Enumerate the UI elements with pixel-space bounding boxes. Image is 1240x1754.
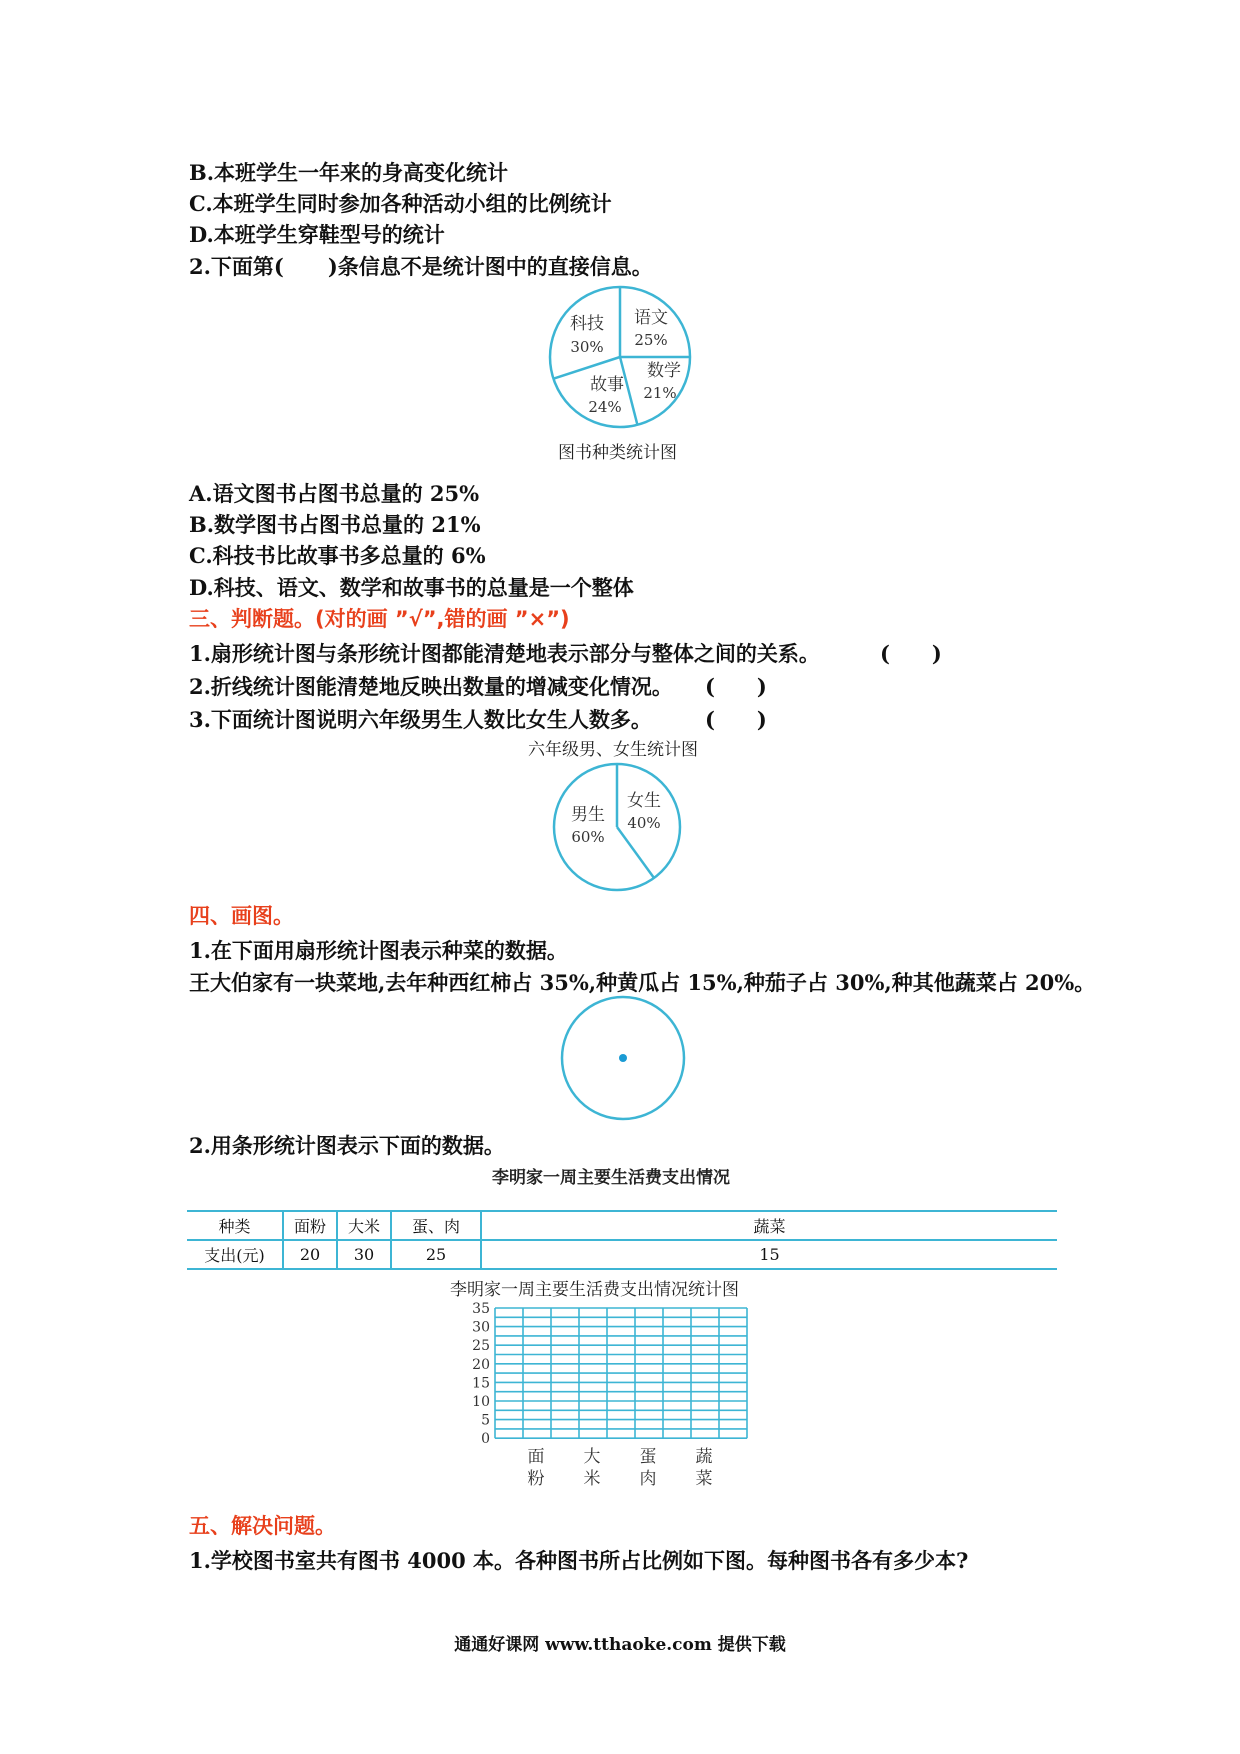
pie-label-keji: 科技	[570, 314, 604, 334]
pie-chart-caption: 图书种类统计图	[558, 443, 677, 463]
x-category-label: 面	[527, 1447, 545, 1468]
blank-pie-circle[interactable]	[558, 995, 688, 1125]
expense-table	[187, 1210, 1057, 1270]
gender-pie-chart	[550, 760, 684, 894]
pie-label-girls: 女生	[627, 791, 661, 811]
table-header-cell: 面粉	[283, 1211, 337, 1240]
x-category-label: 蔬	[695, 1447, 713, 1468]
y-tick-label: 25	[472, 1338, 490, 1355]
table-header-cell: 蛋、肉	[391, 1211, 481, 1240]
center-dot	[619, 1054, 627, 1062]
table-cell: 15	[481, 1240, 1057, 1269]
pie-label-yuwen: 语文	[634, 308, 668, 328]
table-cell: 30	[337, 1240, 391, 1269]
table-header-cell: 大米	[337, 1211, 391, 1240]
pie-value-yuwen: 25%	[634, 331, 668, 349]
y-tick-label: 35	[472, 1301, 490, 1317]
x-category-label: 肉	[639, 1469, 657, 1490]
section-5-heading: 五、解决问题。	[189, 1514, 336, 1538]
pie-sector-boundary	[617, 827, 654, 878]
q2-option-c: C.科技书比故事书多总量的 6%	[189, 543, 486, 568]
x-category-label: 蛋	[639, 1447, 657, 1468]
pie-label-gushi: 故事	[590, 375, 624, 395]
table-cell: 支出(元)	[204, 1246, 265, 1265]
judgement-1	[189, 638, 820, 668]
x-category-label: 粉	[527, 1469, 545, 1490]
pie-value-boys: 60%	[571, 828, 605, 846]
footer: 通通好课网 www.tthaoke.com 提供下载	[454, 1635, 786, 1655]
y-tick-label: 0	[481, 1431, 490, 1448]
y-tick-label: 30	[472, 1319, 490, 1336]
judgement-1-text: 1.扇形统计图与条形统计图都能清楚地表示部分与整体之间的关系。	[189, 641, 820, 666]
table-header-cell: 种类	[218, 1217, 251, 1236]
draw-question-1-text: 王大伯家有一块菜地,去年种西红柿占 35%,种黄瓜占 15%,种茄子占 30%,种其他蔬菜占 20%。	[189, 970, 1096, 995]
judgement-3	[189, 704, 652, 734]
q2-option-a: A.语文图书占图书总量的 25%	[189, 481, 480, 506]
table-header-row	[187, 1211, 1057, 1240]
y-tick-label: 15	[472, 1375, 490, 1392]
section-3-heading: 三、判断题。(对的画 ”√”,错的画 ”×”)	[189, 607, 570, 631]
table-header-cell: 蔬菜	[481, 1211, 1057, 1240]
x-category-label: 大	[583, 1447, 601, 1468]
y-tick-label: 5	[481, 1412, 490, 1429]
q1-option-b: B.本班学生一年来的身高变化统计	[189, 160, 509, 185]
question-2-suffix: )条信息不是统计图中的直接信息。	[327, 254, 653, 279]
judgement-1-paren[interactable]: ( )	[880, 641, 942, 666]
x-category-label: 菜	[695, 1469, 713, 1490]
table-row	[187, 1240, 1057, 1269]
problem-1: 1.学校图书室共有图书 4000 本。各种图书所占比例如下图。每种图书各有多少本?	[189, 1548, 969, 1573]
pie-value-girls: 40%	[627, 814, 661, 832]
book-category-pie-chart	[545, 285, 695, 435]
judgement-3-paren[interactable]: ( )	[705, 707, 767, 732]
section-4-heading: 四、画图。	[189, 904, 294, 928]
pie-label-boys: 男生	[571, 805, 605, 825]
gender-chart-title: 六年级男、女生统计图	[528, 740, 698, 760]
y-tick-label: 20	[472, 1356, 490, 1373]
question-2-prefix: 2.下面第(	[189, 254, 284, 279]
q1-option-d: D.本班学生穿鞋型号的统计	[189, 222, 445, 247]
judgement-2	[189, 671, 673, 701]
table-cell: 25	[391, 1240, 481, 1269]
q2-option-d: D.科技、语文、数学和故事书的总量是一个整体	[189, 575, 634, 600]
q2-option-b: B.数学图书占图书总量的 21%	[189, 512, 481, 537]
q1-option-c: C.本班学生同时参加各种活动小组的比例统计	[189, 191, 612, 216]
question-2	[189, 251, 653, 281]
pie-label-shuxue: 数学	[647, 361, 681, 381]
x-category-label: 米	[583, 1469, 601, 1490]
judgement-3-text: 3.下面统计图说明六年级男生人数比女生人数多。	[189, 707, 652, 732]
pie-value-keji: 30%	[570, 338, 604, 356]
expense-table-title: 李明家一周主要生活费支出情况	[492, 1168, 730, 1188]
pie-value-shuxue: 21%	[643, 384, 677, 402]
y-tick-label: 10	[472, 1394, 490, 1410]
table-cell: 20	[283, 1240, 337, 1269]
empty-bar-chart-grid[interactable]	[455, 1300, 775, 1495]
bar-grid-title: 李明家一周主要生活费支出情况统计图	[450, 1280, 739, 1300]
draw-question-1: 1.在下面用扇形统计图表示种菜的数据。	[189, 938, 568, 963]
pie-value-gushi: 24%	[588, 398, 622, 416]
judgement-2-paren[interactable]: ( )	[705, 674, 767, 699]
draw-question-2: 2.用条形统计图表示下面的数据。	[189, 1133, 505, 1158]
judgement-2-text: 2.折线统计图能清楚地反映出数量的增减变化情况。	[189, 674, 673, 699]
